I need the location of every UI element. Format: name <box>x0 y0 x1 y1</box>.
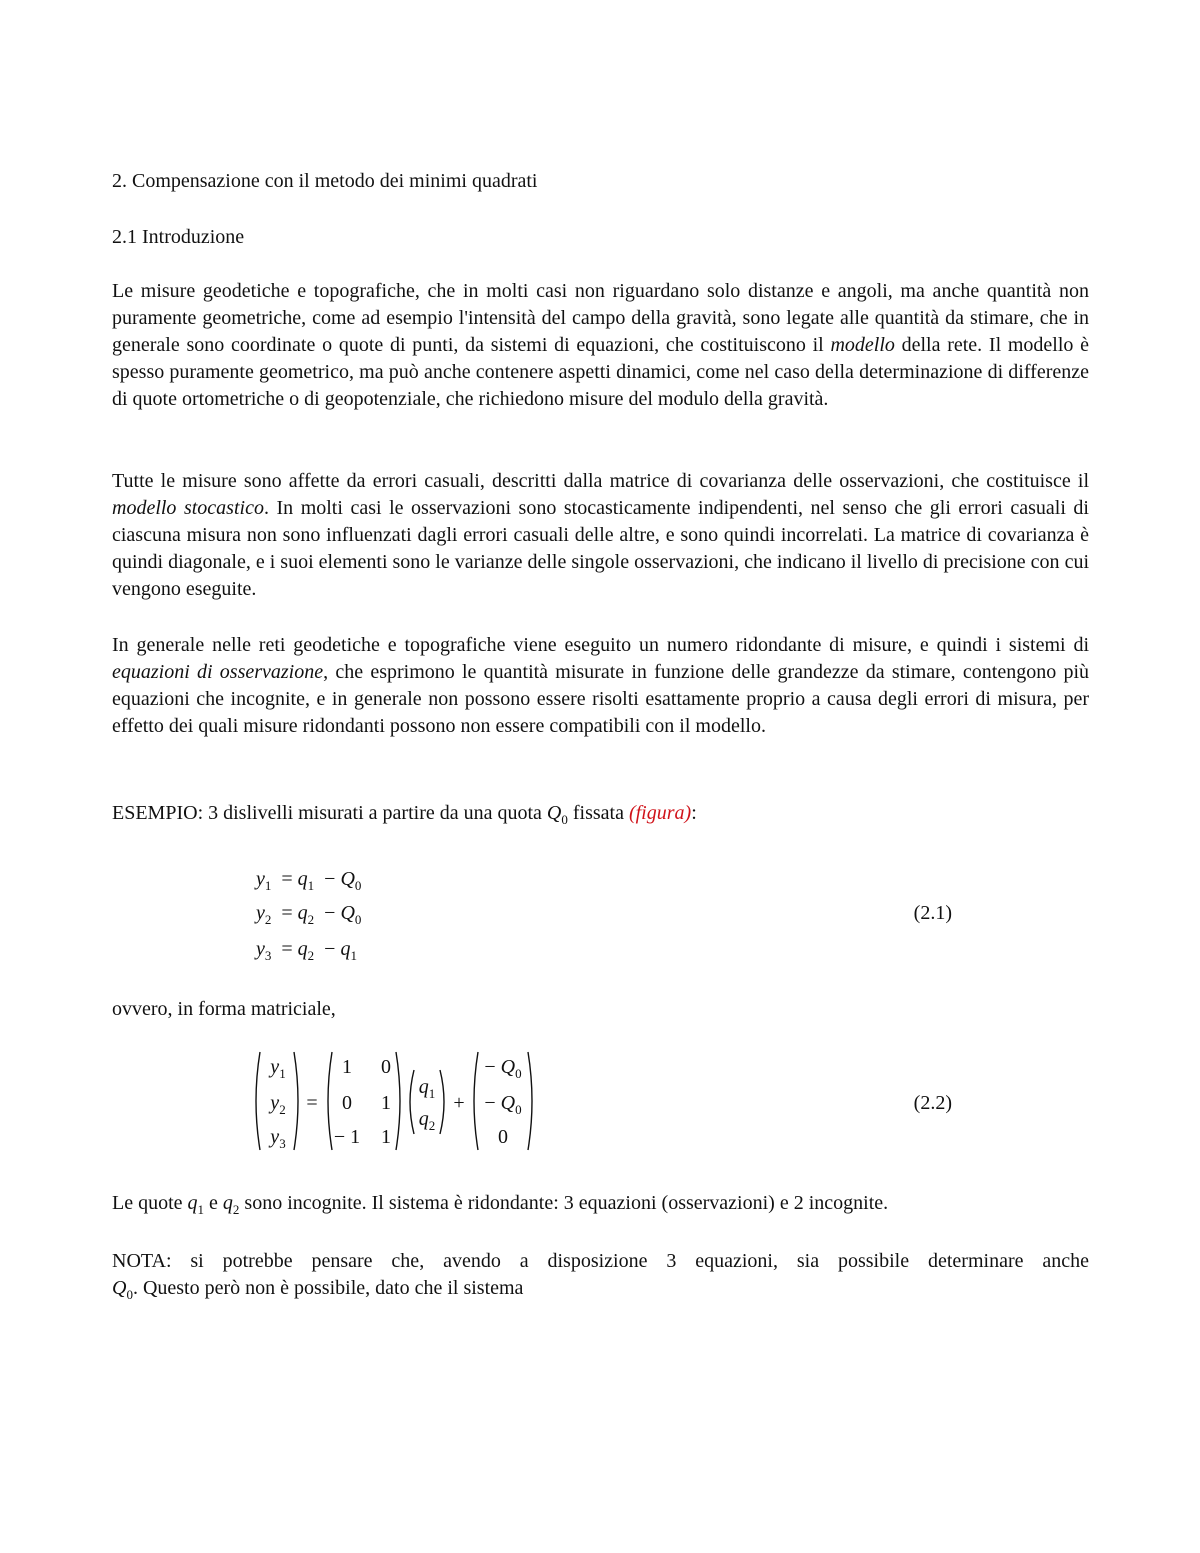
emphasis-modello-stocastico: modello stocastico <box>112 497 264 519</box>
nota-paragraph <box>112 1248 1089 1305</box>
matrix-entry: − 1 <box>333 1126 361 1148</box>
equation-line: $y_1 = q_1 - Q_0$ <box>256 868 362 893</box>
figure-link[interactable]: (figura) <box>628 802 692 824</box>
emphasis-modello: modello <box>830 334 895 356</box>
matrix-entry: 1 <box>381 1126 391 1148</box>
section-title: 2. Compensazione con il metodo dei minimi quadrati <box>112 170 538 192</box>
equation-number: (2.1) <box>913 902 952 924</box>
matrix-entry: − $Q_0$ <box>484 1056 522 1081</box>
matrix-entry: 1 <box>381 1092 391 1114</box>
left-paren <box>250 1050 262 1152</box>
matrix-entry: − $Q_0$ <box>484 1092 522 1117</box>
matrix-entry: 0 <box>498 1126 508 1148</box>
matrix-entry: $q_1$ <box>418 1076 436 1101</box>
equals-sign: = <box>306 1092 318 1114</box>
emphasis-equazioni-di-osservazione: equazioni di osservazione <box>112 661 324 683</box>
nota-line-1: NOTA: si potrebbe pensare che, avendo a disposizione 3 equazioni, sia possibile determinare anche <box>112 1250 1089 1272</box>
matrix-entry: $q_2$ <box>418 1108 436 1133</box>
matrix-entry: 0 <box>381 1056 391 1078</box>
unknowns-sentence: Le quote $q_1$ e $q_2$ sono incognite. Il sistema è ridondante: 3 equazioni (osservazioni) e 2 incognite. <box>112 1192 889 1217</box>
paragraph-stochastic-model: Tutte le misure sono affette da errori casuali, descritti dalla matrice di covarianza delle osservazioni, che costituisce il modello stocastico. In molti casi le osservazioni sono stocasticamente indipendenti, nel senso che gli errori casuali di ciascuna misura non sono influenzati dagli errori casuali delle altre, e sono quindi incorrelati. La matrice di covarianza è quindi diagonale, e i suoi elementi sono le varianze delle singole osservazioni, che indicano il livello di precisione con cui vengono eseguite. <box>112 470 1089 600</box>
subsection-title: 2.1 Introduzione <box>112 226 245 248</box>
var-q1: $q_1$ <box>187 1192 205 1217</box>
equation-line: $y_2 = q_2 - Q_0$ <box>256 902 362 927</box>
var-q2: $q_2$ <box>222 1192 240 1217</box>
paragraph-observation-equations: In generale nelle reti geodetiche e topografiche viene eseguito un numero ridondante di misure, e quindi i sistemi di equazioni di osservazione, che esprimono le quantità misurate in funzione delle grandezze da stimare, contengono più equazioni che incognite, e in generale non possono essere risolti esattamente proprio a causa degli errori di misura, per effetto dei quali misure ridondanti possono non essere compatibili con il modello. <box>112 634 1089 737</box>
matrix-entry: 0 <box>342 1092 352 1114</box>
matrix-entry: $y_1$ <box>270 1056 286 1081</box>
right-paren <box>526 1050 538 1152</box>
example-line: ESEMPIO: 3 dislivelli misurati a partire da una quota $Q_0$ fissata (figura): <box>112 802 697 827</box>
matrix-entry: $y_2$ <box>270 1092 286 1117</box>
plus-sign: + <box>453 1092 465 1114</box>
var-Q0: $Q_0$ <box>546 802 568 827</box>
right-paren <box>438 1068 450 1136</box>
matrix-entry: 1 <box>342 1056 352 1078</box>
nota-line-2: $Q_0$. Questo però non è possibile, dato che il sistema <box>112 1277 524 1302</box>
matrix-entry: $y_3$ <box>270 1126 286 1151</box>
equation-number: (2.2) <box>913 1092 952 1114</box>
paragraph-model: Le misure geodetiche e topografiche, che in molti casi non riguardano solo distanze e angoli, ma anche quantità non puramente geometriche, come ad esempio l'intensità del campo della gravità, sono legate alle quantità da stimare, che in generale sono coordinate o quote di punti, da sistemi di equazioni, che costituiscono il modello della rete. Il modello è spesso puramente geometrico, ma può anche contenere aspetti dinamici, come nel caso della determinazione di differenze di quote ortometriche o di geopotenziale, che richiedono misure del modulo della gravità. <box>112 280 1089 410</box>
matrix-intro: ovvero, in forma matriciale, <box>112 998 336 1020</box>
var-Q0: $Q_0$ <box>112 1277 133 1302</box>
equation-line: $y_3 = q_2 - q_1$ <box>256 938 357 963</box>
